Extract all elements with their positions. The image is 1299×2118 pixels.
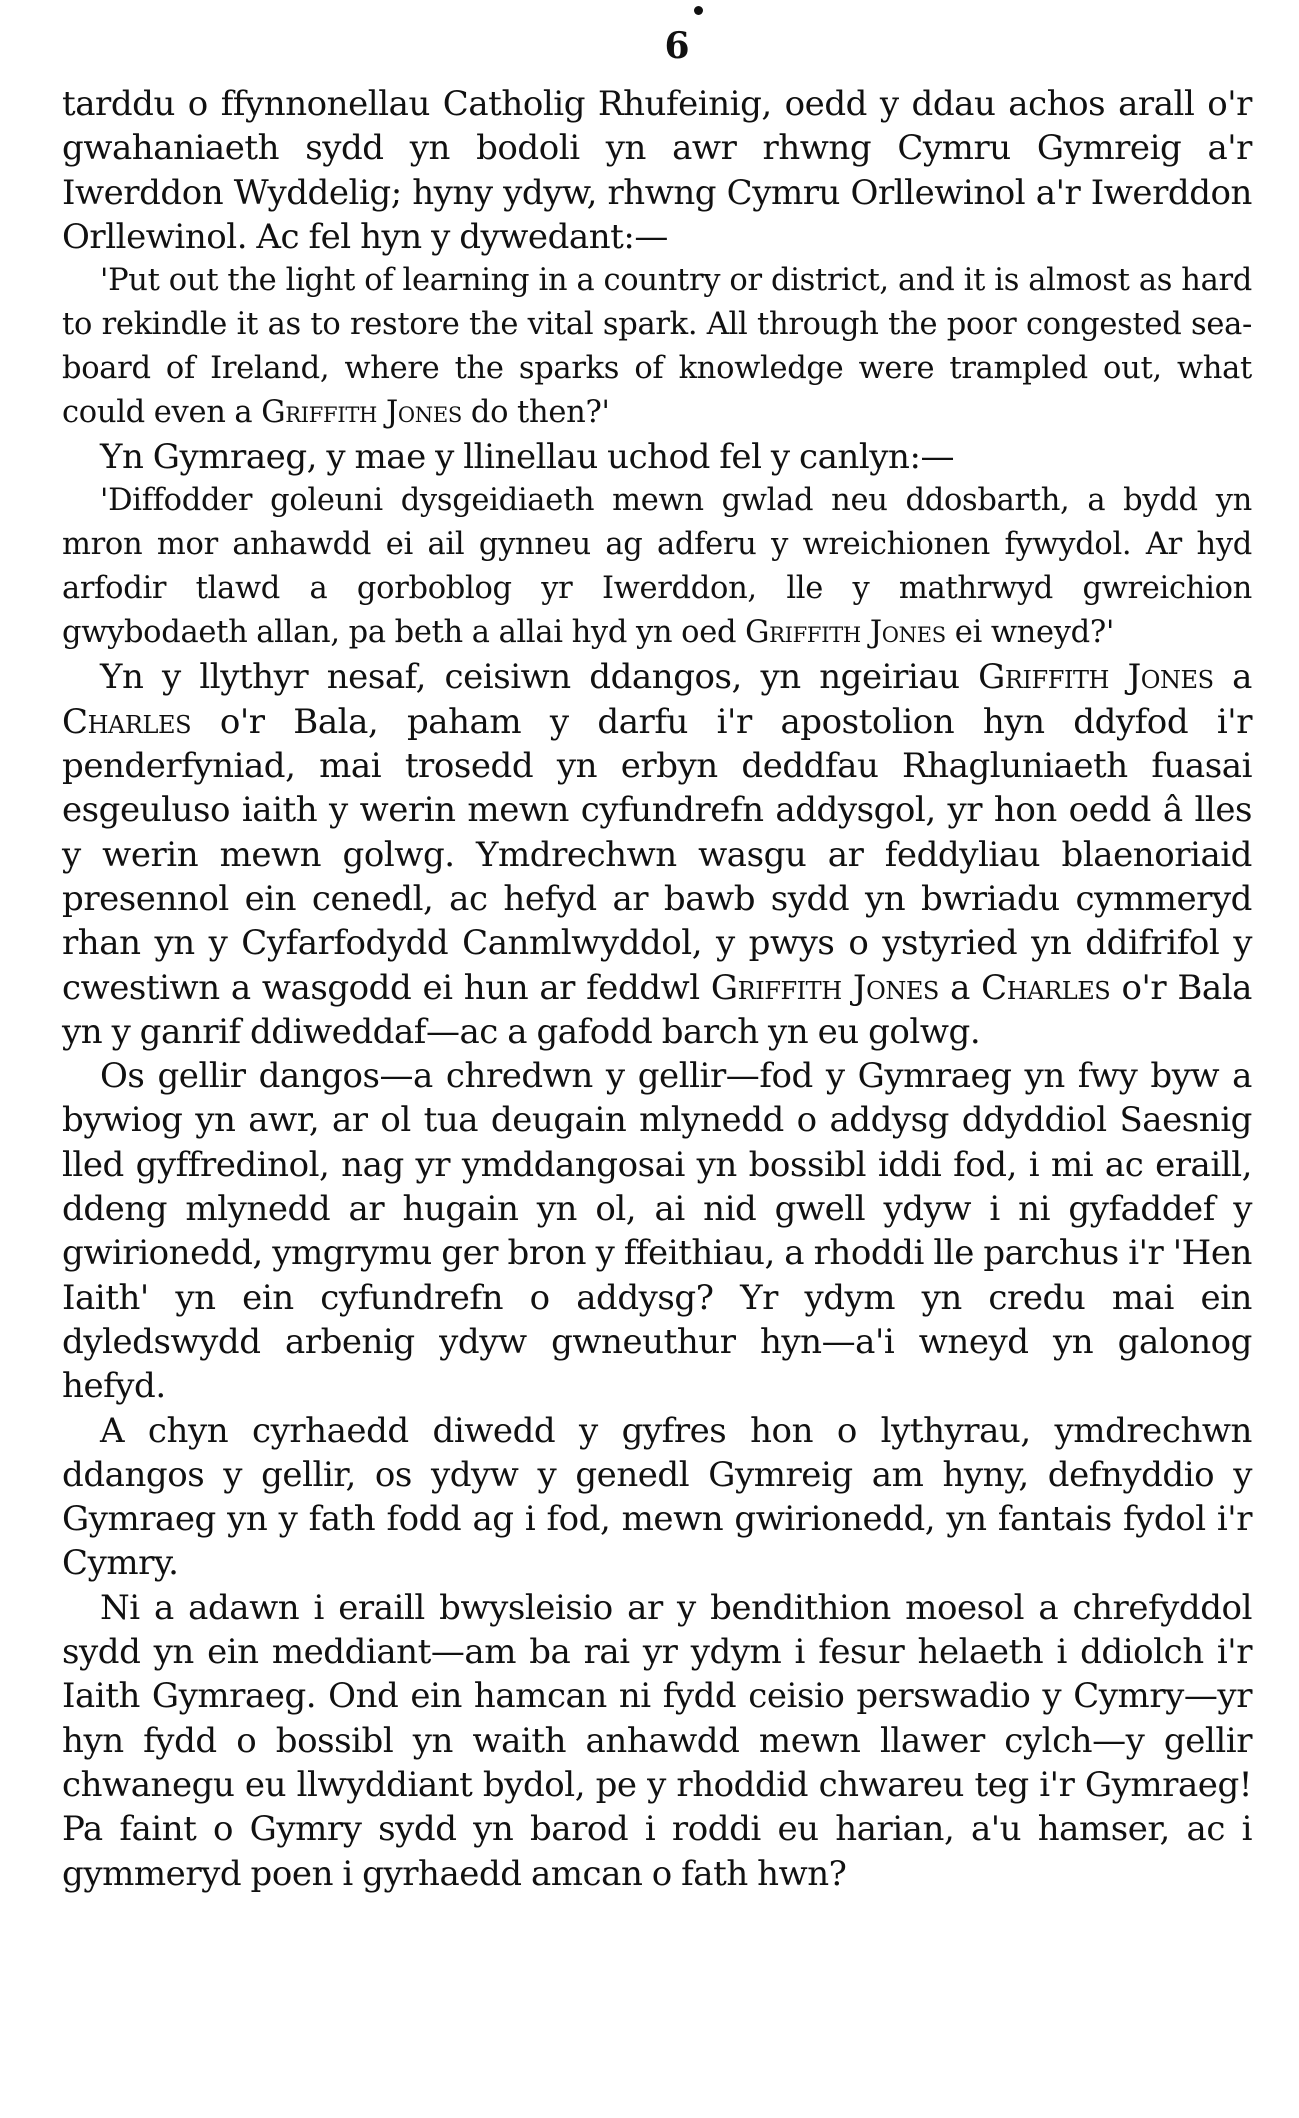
welsh-quote: 'Diffodder goleuni dysgeidiaeth mewn gwlad neu ddosbarth, a bydd yn mron mor anhawdd ei ail gynneu ag adferu y wreichionen fywydol. Ar hyd arfodir tlawd a gorboblog yr Iwerddon, lle y mathrwyd gwreichion gwybodaeth allan, pa beth a allai hyd yn oed Griffith Jones ei wneyd?'	[62, 483, 1252, 651]
small-caps-name: Griffith Jones	[978, 657, 1214, 698]
paragraph-persuade-welsh: Ni a adawn i eraill bwysleisio ar y bendithion moesol a chrefyddol sydd yn ein meddiant—am ba rai yr ydym i fesur helaeth i ddiolch i'r Iaith Gymraeg. Ond ein hamcan ni fydd ceisio perswadio y Cymry—yr hyn fydd o bossibl yn waith anhawdd mewn llawer cylch—y gellir chwanegu eu llwyddiant bydol, pe y rhoddid chwareu teg i'r Gymraeg! Pa faint o Gymry sydd yn barod i roddi eu harian, a'u hamser, ac i gymmeryd poen i gyrhaedd amcan o fath hwn?	[62, 1587, 1252, 1894]
small-caps-name: Griffith Jones	[710, 967, 939, 1008]
english-quote: 'Put out the light of learning in a country or district, and it is almost as hard to rekindle it as to restore the vital spark. All through the poor congested sea-board of Ireland, where the sparks of knowledge were trampled out, what could even a Griffith Jones do then?'	[62, 263, 1252, 431]
small-caps-name: Griffith Jones	[261, 395, 462, 431]
paragraph-worldly-advantage: A chyn cyrhaedd diwedd y gyfres hon o lythyrau, ymdrechwn ddangos y gellir, os ydyw y genedl Gymreig am hyny, defnyddio y Gymraeg yn y fath fodd ag i fod, mewn gwirionedd, yn fantais fydol i'r Cymry.	[62, 1410, 1252, 1584]
paragraph-language-alive: Os gellir dangos—a chredwn y gellir—fod y Gymraeg yn fwy byw a bywiog yn awr, ar ol tua deugain mlynedd o addysg ddyddiol Saesnig lled gyffredinol, nag yr ymddangosai yn bossibl iddi fod, i mi ac eraill, ddeng mlynedd ar hugain yn ol, ai nid gwell ydyw i ni gyfaddef y gwirionedd, ymgrymu ger bron y ffeithiau, a rhoddi lle parchus i'r 'Hen Iaith' yn ein cyfundrefn o addysg? Yr ydym yn credu mai ein dyledswydd arbenig ydyw gwneuthur hyn—a'i wneyd yn galonog hefyd.	[62, 1056, 1252, 1407]
paragraph-translation-intro: Yn Gymraeg, y mae y llinellau uchod fel y canlyn:—	[100, 437, 955, 478]
document-page	[62, 25, 1252, 1896]
small-caps-name: Charles	[981, 967, 1111, 1008]
small-caps-name: Charles	[62, 701, 192, 742]
page-number: 6	[102, 28, 1252, 64]
small-caps-name: Griffith Jones	[745, 615, 946, 651]
paragraph-1: tarddu o ffynnonellau Catholig Rhufeinig, oedd y ddau achos arall o'r gwahaniaeth sydd yn bodoli yn awr rhwng Cymru Gymreig a'r Iwerddon Wyddelig; hyny ydyw, rhwng Cymru Orllewinol a'r Iwerddon Orllewinol. Ac fel hyn y dywedant:—	[62, 84, 1252, 257]
paragraph-next-letter: Yn y llythyr nesaf, ceisiwn ddangos, yn ngeiriau Griffith Jones a Charles o'r Bala, paham y darfu i'r apostolion hyn ddyfod i'r penderfyniad, mai trosedd yn erbyn deddfau Rhagluniaeth fuasai esgeuluso iaith y werin mewn cyfundrefn addysgol, yr hon oedd â lles y werin mewn golwg. Ymdrechwn wasgu ar feddyliau blaenoriaid presennol ein cenedl, ac hefyd ar bawb sydd yn bwriadu cymmeryd rhan yn y Cyfarfodydd Canmlwyddol, y pwys o ystyried yn ddifrifol y cwestiwn a wasgodd ei hun ar feddwl Griffith Jones a Charles o'r Bala yn y ganrif ddiweddaf—ac a gafodd barch yn eu golwg.	[62, 657, 1252, 1052]
